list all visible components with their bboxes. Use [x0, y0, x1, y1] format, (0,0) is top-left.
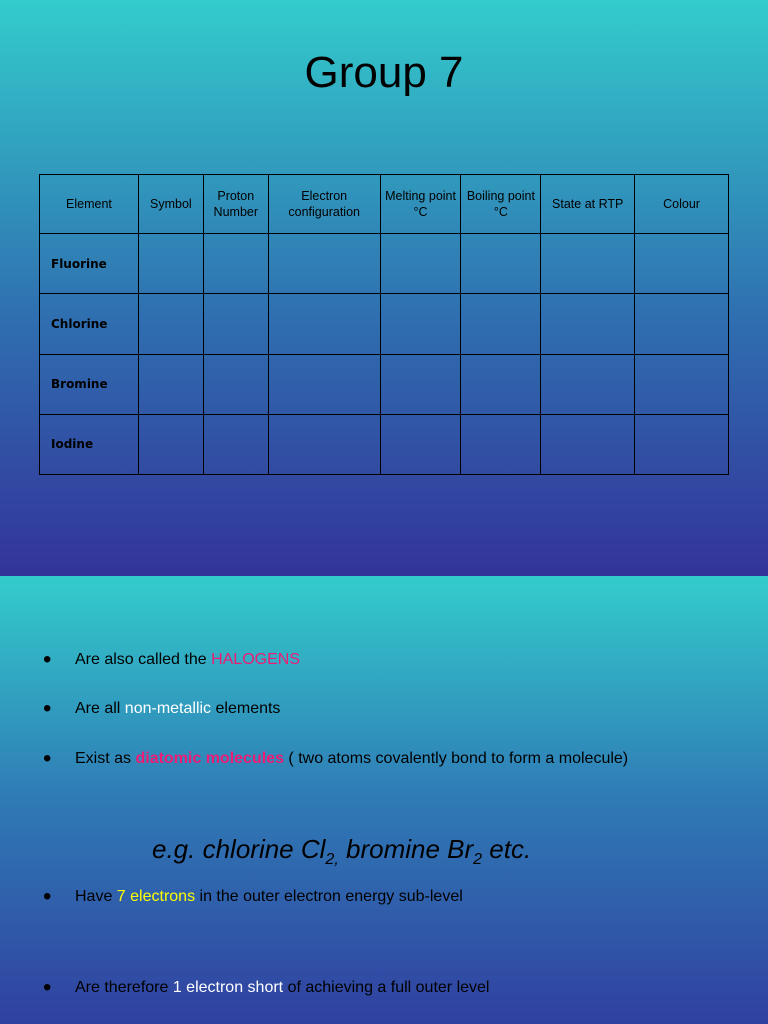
- bullet-seven-electrons: [43, 877, 735, 917]
- table-cell: [461, 234, 541, 294]
- table-cell: [203, 294, 268, 354]
- table-row: [40, 414, 729, 474]
- table-cell: [380, 354, 461, 414]
- bullet-text: Have: [75, 888, 117, 905]
- table-cell: [268, 354, 380, 414]
- table-cell: [268, 294, 380, 354]
- bullet-one-short: [43, 968, 735, 1008]
- table-cell: [138, 294, 203, 354]
- table-cell: [541, 294, 635, 354]
- slide-2: [0, 576, 768, 1024]
- bullet-text: in the outer electron energy sub-level: [195, 888, 463, 905]
- halogen-table: [39, 174, 729, 475]
- bullet-halogens: [43, 640, 735, 680]
- example-text: bromine Br: [338, 834, 474, 864]
- bullet-dot: •: [43, 695, 52, 722]
- bullet-non-metallic: [43, 689, 735, 729]
- highlight-one: 1: [172, 979, 182, 996]
- bullet-text: ( two atoms covalently bond to form a molecule): [283, 750, 629, 767]
- table-cell: [461, 414, 541, 474]
- table-row: [40, 354, 729, 414]
- table-cell: [541, 234, 635, 294]
- example-text: etc.: [482, 834, 532, 864]
- table-cell: [268, 414, 380, 474]
- bullet-text: Are therefore: [75, 979, 173, 996]
- table-cell: [138, 234, 203, 294]
- bullet-text: Are all: [75, 700, 125, 717]
- bullet-text: of achieving a full outer level: [283, 979, 490, 996]
- bullet-dot: •: [43, 745, 52, 772]
- table-cell: [635, 414, 729, 474]
- table-cell: [380, 234, 461, 294]
- table-cell: [380, 414, 461, 474]
- table-header-row: [40, 175, 729, 234]
- table-cell: [635, 354, 729, 414]
- element-name: Bromine: [40, 354, 139, 414]
- element-name: Chlorine: [40, 294, 139, 354]
- highlight-diatomic: diatomic molecules: [135, 750, 284, 767]
- highlight-seven-electrons: 7 electrons: [116, 888, 196, 905]
- table-cell: [380, 294, 461, 354]
- table-cell: [541, 354, 635, 414]
- bullet-text: Exist as: [75, 750, 136, 767]
- header-cell: State at RTP: [541, 175, 635, 234]
- table-cell: [268, 234, 380, 294]
- slide-title: Group 7: [304, 48, 464, 97]
- bullet-text: Are also called the: [75, 651, 212, 668]
- table-cell: [138, 414, 203, 474]
- highlight-non-metallic: non-metallic: [124, 700, 212, 717]
- subscript: 2: [473, 851, 483, 869]
- header-cell: Symbol: [138, 175, 203, 234]
- header-cell: Melting point °C: [380, 175, 461, 234]
- table-cell: [203, 354, 268, 414]
- table-cell: [203, 414, 268, 474]
- table-cell: [461, 354, 541, 414]
- header-cell: Proton Number: [203, 175, 268, 234]
- highlight-halogens: HALOGENS: [211, 651, 300, 668]
- header-cell: Boiling point °C: [461, 175, 541, 234]
- table-cell: [203, 234, 268, 294]
- bullet-text: elements: [211, 700, 281, 717]
- table-cell: [138, 354, 203, 414]
- header-cell: Electron configuration: [268, 175, 380, 234]
- element-name: Iodine: [40, 414, 139, 474]
- example-line: [152, 832, 531, 877]
- table-row: [40, 294, 729, 354]
- bullet-dot: •: [43, 974, 52, 1001]
- table-cell: [541, 414, 635, 474]
- bullet-diatomic: [43, 739, 735, 779]
- example-text: e.g. chlorine Cl: [152, 834, 326, 864]
- subscript: 2,: [325, 851, 339, 869]
- header-cell: Colour: [635, 175, 729, 234]
- element-name: Fluorine: [40, 234, 139, 294]
- bullet-dot: •: [43, 646, 52, 673]
- table-cell: [635, 294, 729, 354]
- table-cell: [635, 234, 729, 294]
- header-cell: Element: [40, 175, 139, 234]
- table-cell: [461, 294, 541, 354]
- table-row: [40, 234, 729, 294]
- bullet-dot: •: [43, 883, 52, 910]
- highlight-electron-short: electron short: [181, 979, 284, 996]
